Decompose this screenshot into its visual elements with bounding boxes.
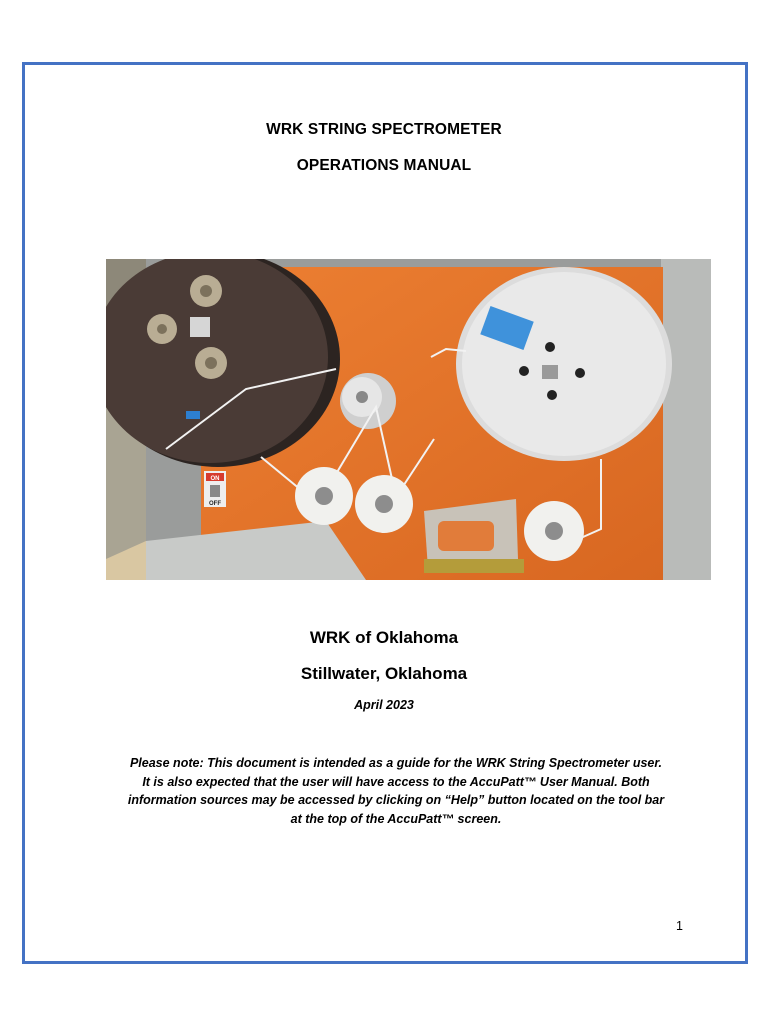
usage-note [96, 754, 696, 828]
device-photo [106, 259, 711, 580]
usage-note-line: Please note: This document is intended as a guide for the WRK String Spectrometer user. [129, 756, 663, 770]
page-number: 1 [676, 919, 683, 933]
usage-note-line: It is also expected that the user will have access to the AccuPatt™ User Manual. Both [142, 774, 650, 789]
document-subtitle: OPERATIONS MANUAL [296, 157, 472, 174]
document-title: WRK STRING SPECTROMETER [266, 121, 502, 138]
switch-off-label: OFF [209, 501, 221, 507]
organization-name: WRK of Oklahoma [309, 628, 459, 647]
publication-date: April 2023 [354, 698, 414, 712]
usage-note-line: information sources may be accessed by clicking on “Help” button located on the tool bar [127, 793, 665, 807]
organization-location: Stillwater, Oklahoma [300, 664, 468, 683]
usage-note-line: at the top of the AccuPatt™ screen. [290, 811, 502, 826]
switch-on-label: ON [210, 476, 220, 482]
